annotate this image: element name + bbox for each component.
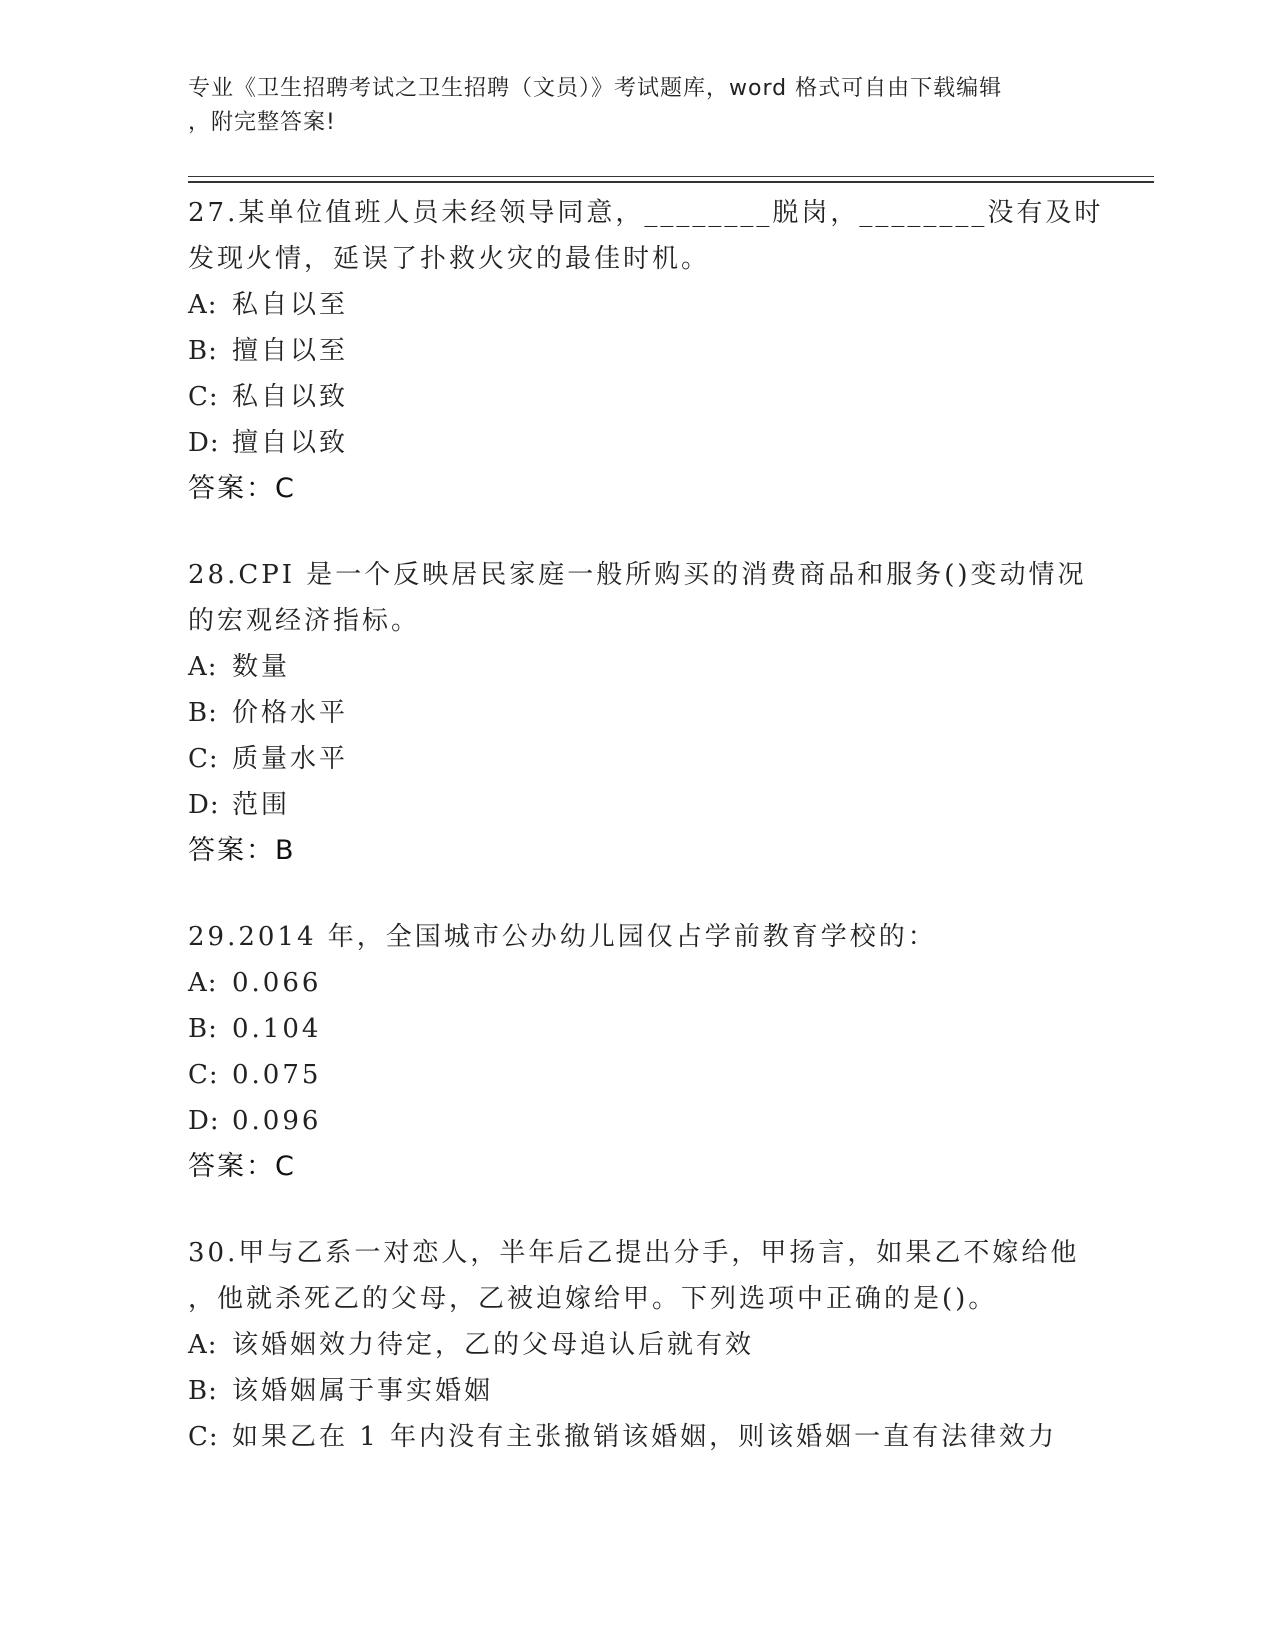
option-label: D: xyxy=(188,790,220,820)
option-label: D: xyxy=(188,428,220,458)
option-text: 质量水平 xyxy=(232,744,349,774)
stem-line: 27.某单位值班人员未经领导同意，________脱岗，________没有及时 xyxy=(188,198,1104,228)
answer: 答案：C xyxy=(188,1151,296,1182)
document-header xyxy=(188,72,1068,140)
option-d xyxy=(188,782,1088,828)
header-divider xyxy=(188,176,1154,183)
header-line-1: 专业《卫生招聘考试之卫生招聘（文员）》考试题库，word 格式可自由下载编辑 xyxy=(188,76,1003,101)
option-label: C: xyxy=(188,1060,219,1090)
option-label: B: xyxy=(188,336,218,366)
stem-line: 发现火情，延误了扑救火灾的最佳时机。 xyxy=(188,244,711,274)
question-stem xyxy=(188,552,1088,644)
question-30 xyxy=(188,1230,1088,1460)
option-label: C: xyxy=(188,1422,219,1452)
question-stem xyxy=(188,914,1088,960)
question-28 xyxy=(188,552,1088,874)
option-text: 该婚姻效力待定，乙的父母追认后就有效 xyxy=(232,1330,755,1360)
option-text: 0.104 xyxy=(232,1014,322,1044)
option-text: 价格水平 xyxy=(232,698,349,728)
option-text: 0.066 xyxy=(232,968,322,998)
stem-line: 的宏观经济指标。 xyxy=(188,606,421,636)
option-label: C: xyxy=(188,744,219,774)
option-text: 私自以至 xyxy=(232,290,349,320)
option-label: D: xyxy=(188,1106,220,1136)
option-label: B: xyxy=(188,698,218,728)
option-label: A: xyxy=(188,1330,218,1360)
option-b xyxy=(188,690,1088,736)
option-text: 如果乙在 1 年内没有主张撤销该婚姻，则该婚姻一直有法律效力 xyxy=(232,1422,1058,1452)
option-label: B: xyxy=(188,1014,218,1044)
question-stem xyxy=(188,1230,1088,1322)
option-a xyxy=(188,644,1088,690)
question-29 xyxy=(188,914,1088,1190)
option-c xyxy=(188,1414,1088,1460)
option-text: 该婚姻属于事实婚姻 xyxy=(232,1376,494,1406)
option-b xyxy=(188,1368,1088,1414)
option-text: 范围 xyxy=(232,790,291,820)
option-a xyxy=(188,282,1088,328)
header-line-2: ，附完整答案! xyxy=(188,110,336,135)
option-text: 私自以致 xyxy=(232,382,349,412)
answer: 答案：B xyxy=(188,835,296,866)
option-text: 擅自以至 xyxy=(232,336,349,366)
option-a xyxy=(188,960,1088,1006)
option-c xyxy=(188,374,1088,420)
option-text: 擅自以致 xyxy=(232,428,349,458)
option-b xyxy=(188,328,1088,374)
question-stem xyxy=(188,190,1104,282)
option-label: A: xyxy=(188,652,218,682)
answer: 答案：C xyxy=(188,473,296,504)
option-c xyxy=(188,1052,1088,1098)
stem-line: 30.甲与乙系一对恋人，半年后乙提出分手，甲扬言，如果乙不嫁给他 xyxy=(188,1238,1080,1268)
option-text: 0.096 xyxy=(232,1106,322,1136)
option-text: 0.075 xyxy=(232,1060,322,1090)
option-label: C: xyxy=(188,382,219,412)
option-c xyxy=(188,736,1088,782)
option-label: A: xyxy=(188,290,218,320)
stem-line: ，他就杀死乙的父母，乙被迫嫁给甲。下列选项中正确的是()。 xyxy=(188,1284,998,1314)
option-label: B: xyxy=(188,1376,218,1406)
option-d xyxy=(188,1098,1088,1144)
option-a xyxy=(188,1322,1088,1368)
option-b xyxy=(188,1006,1088,1052)
option-label: A: xyxy=(188,968,218,998)
stem-line: 29.2014 年，全国城市公办幼儿园仅占学前教育学校的： xyxy=(188,922,937,952)
option-text: 数量 xyxy=(232,652,291,682)
question-27 xyxy=(188,190,1104,512)
question-list xyxy=(188,190,1104,1460)
stem-line: 28.CPI 是一个反映居民家庭一般所购买的消费商品和服务()变动情况 xyxy=(188,560,1087,590)
option-d xyxy=(188,420,1088,466)
